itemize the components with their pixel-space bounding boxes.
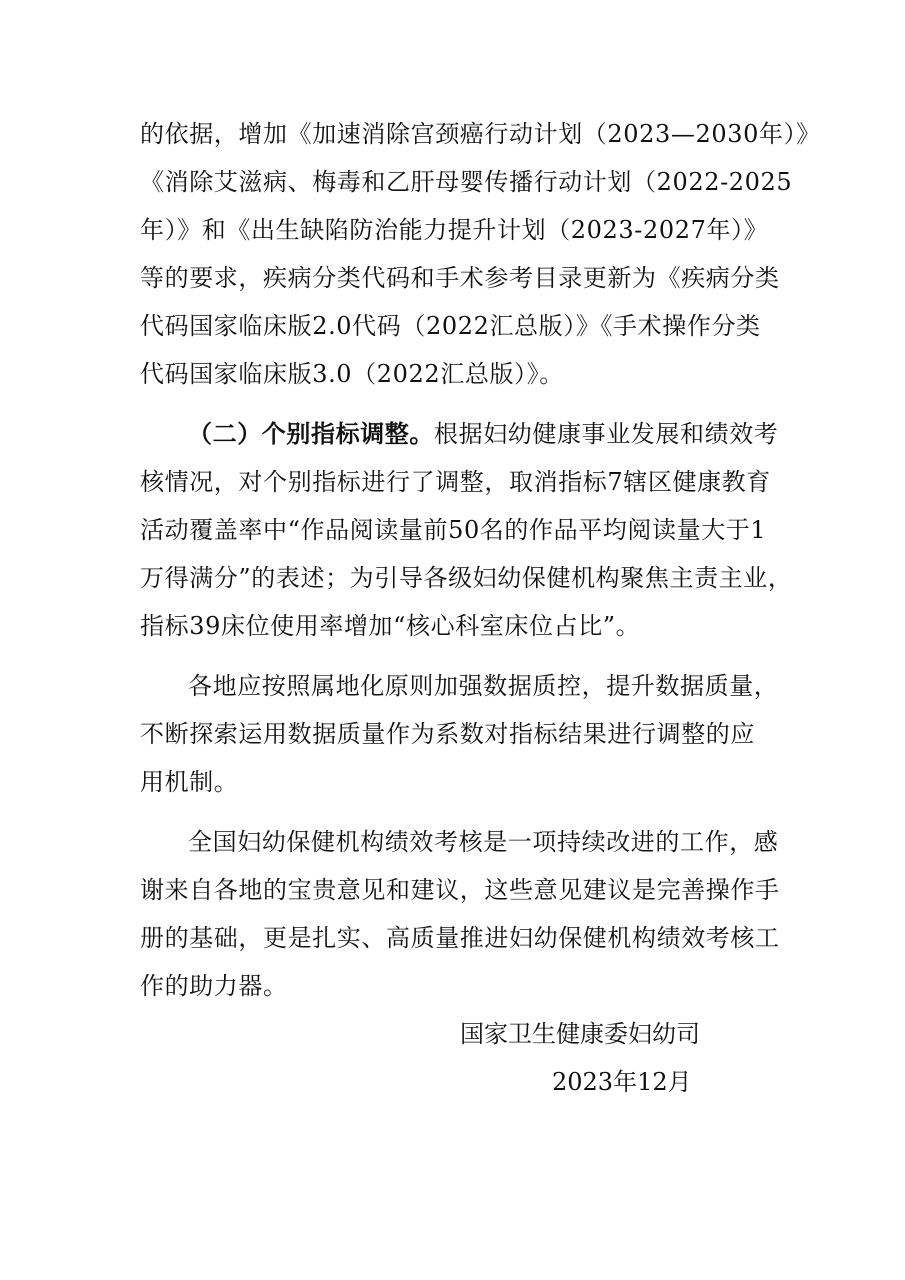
text-line: 代码国家临床版3.0（2022汇总版）》。 — [140, 360, 564, 388]
text-line: 册的基础，更是扎实、高质量推进妇幼保健机构绩效考核工 — [140, 924, 780, 952]
text-segment: 根据妇幼健康事业发展和绩效考 — [434, 420, 779, 448]
text-line: 《消除艾滋病、梅毒和乙肝母婴传播行动计划（2022-2025 — [140, 168, 793, 196]
paragraph-indicator-adjustment — [140, 410, 793, 650]
text-line: 谢来自各地的宝贵意见和建议，这些意见建议是完善操作手 — [140, 876, 780, 904]
text-line: 核情况，对个别指标进行了调整，取消指标7辖区健康教育 — [140, 468, 771, 496]
text-line: 指标39床位使用率增加“核心科室床位占比”。 — [140, 612, 641, 640]
text-line: 万得满分”的表述；为引导各级妇幼保健机构聚焦主责主业， — [140, 564, 793, 592]
paragraph-acknowledgement — [140, 818, 780, 1010]
text-line: 用机制。 — [140, 768, 239, 796]
section-heading: （二）个别指标调整。 — [188, 419, 434, 448]
signature-block — [460, 1010, 780, 1106]
text-line: 年）》和《出生缺陷防治能力提升计划（2023-2027年）》 — [140, 216, 769, 244]
signature-organization: 国家卫生健康委妇幼司 — [460, 1020, 700, 1048]
document-body — [140, 110, 821, 1010]
text-line: 的依据，增加《加速消除宫颈癌行动计划（2023—2030年）》 — [140, 120, 821, 148]
text-line: 不断探索运用数据质量作为系数对指标结果进行调整的应 — [140, 720, 755, 748]
text-line: 各地应按照属地化原则加强数据质控，提升数据质量， — [188, 672, 779, 700]
paragraph-data-quality — [140, 662, 780, 806]
text-line: 全国妇幼保健机构绩效考核是一项持续改进的工作，感 — [188, 828, 779, 856]
text-line: 作的助力器。 — [140, 972, 288, 1000]
paragraph-standards-update — [140, 110, 821, 398]
text-line — [140, 410, 780, 458]
text-line: 代码国家临床版2.0代码（2022汇总版）》《手术操作分类 — [140, 312, 761, 340]
text-line: 活动覆盖率中“作品阅读量前50名的作品平均阅读量大于1 — [140, 516, 767, 544]
signature-date: 2023年12月 — [552, 1068, 692, 1096]
text-line: 等的要求，疾病分类代码和手术参考目录更新为《疾病分类 — [140, 264, 780, 292]
